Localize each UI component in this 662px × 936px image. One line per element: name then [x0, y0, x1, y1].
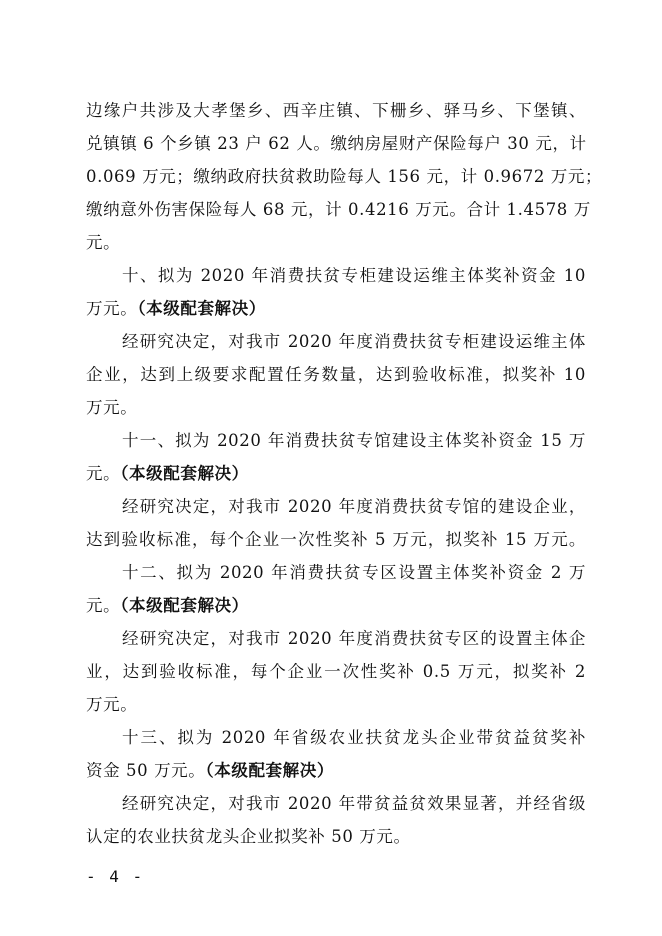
- page-number: - 4 -: [86, 867, 145, 886]
- body-line: 经研究决定，对我市 2020 年带贫益贫效果显著，并经省级: [122, 794, 586, 813]
- section-heading-end: 资金 50 万元。: [86, 761, 206, 780]
- funding-note: （本级配套解决）: [120, 596, 249, 615]
- body-line: 万元。: [86, 695, 138, 714]
- section-heading-continuation: [86, 298, 586, 320]
- funding-note: （本级配套解决）: [205, 761, 334, 780]
- funding-note: （本级配套解决）: [137, 299, 266, 318]
- section-heading: 十二、拟为 2020 年消费扶贫专区设置主体奖补资金 2 万: [122, 563, 586, 582]
- section-heading-end: 万元。: [86, 299, 138, 318]
- body-line: 经研究决定，对我市 2020 年度消费扶贫专馆的建设企业，: [122, 497, 586, 516]
- body-line: 认定的农业扶贫龙头企业拟奖补 50 万元。: [86, 827, 411, 846]
- body-line: 达到验收标准，每个企业一次性奖补 5 万元，拟奖补 15 万元。: [86, 530, 586, 549]
- section-heading-end: 元。: [86, 596, 121, 615]
- body-line: 业，达到验收标准，每个企业一次性奖补 0.5 万元，拟奖补 2: [86, 662, 586, 681]
- body-line: 兑镇镇 6 个乡镇 23 户 62 人。缴纳房屋财产保险每户 30 元，计: [86, 134, 587, 153]
- section-heading: 十、拟为 2020 年消费扶贫专柜建设运维主体奖补资金 10: [122, 266, 586, 285]
- section-heading-continuation: [86, 760, 586, 782]
- section-heading-continuation: [86, 595, 586, 617]
- body-line: 0.069 万元；缴纳政府扶贫救助险每人 156 元，计 0.9672 万元；: [86, 167, 603, 186]
- body-line: 元。: [86, 233, 121, 252]
- body-line: 经研究决定，对我市 2020 年度消费扶贫专区的设置主体企: [122, 629, 586, 648]
- body-line: 缴纳意外伤害保险每人 68 元，计 0.4216 万元。合计 1.4578 万: [86, 200, 591, 219]
- section-heading-end: 元。: [86, 464, 121, 483]
- body-line: 企业，达到上级要求配置任务数量，达到验收标准，拟奖补 10: [86, 365, 586, 384]
- section-heading-continuation: [86, 463, 586, 485]
- funding-note: （本级配套解决）: [120, 464, 249, 483]
- section-heading: 十一、拟为 2020 年消费扶贫专馆建设主体奖补资金 15 万: [122, 431, 586, 450]
- body-line: 经研究决定，对我市 2020 年度消费扶贫专柜建设运维主体: [122, 332, 586, 351]
- section-heading: 十三、拟为 2020 年省级农业扶贫龙头企业带贫益贫奖补: [122, 728, 586, 747]
- body-line: 万元。: [86, 398, 138, 417]
- body-line: 边缘户共涉及大孝堡乡、西辛庄镇、下栅乡、驿马乡、下堡镇、: [86, 101, 586, 120]
